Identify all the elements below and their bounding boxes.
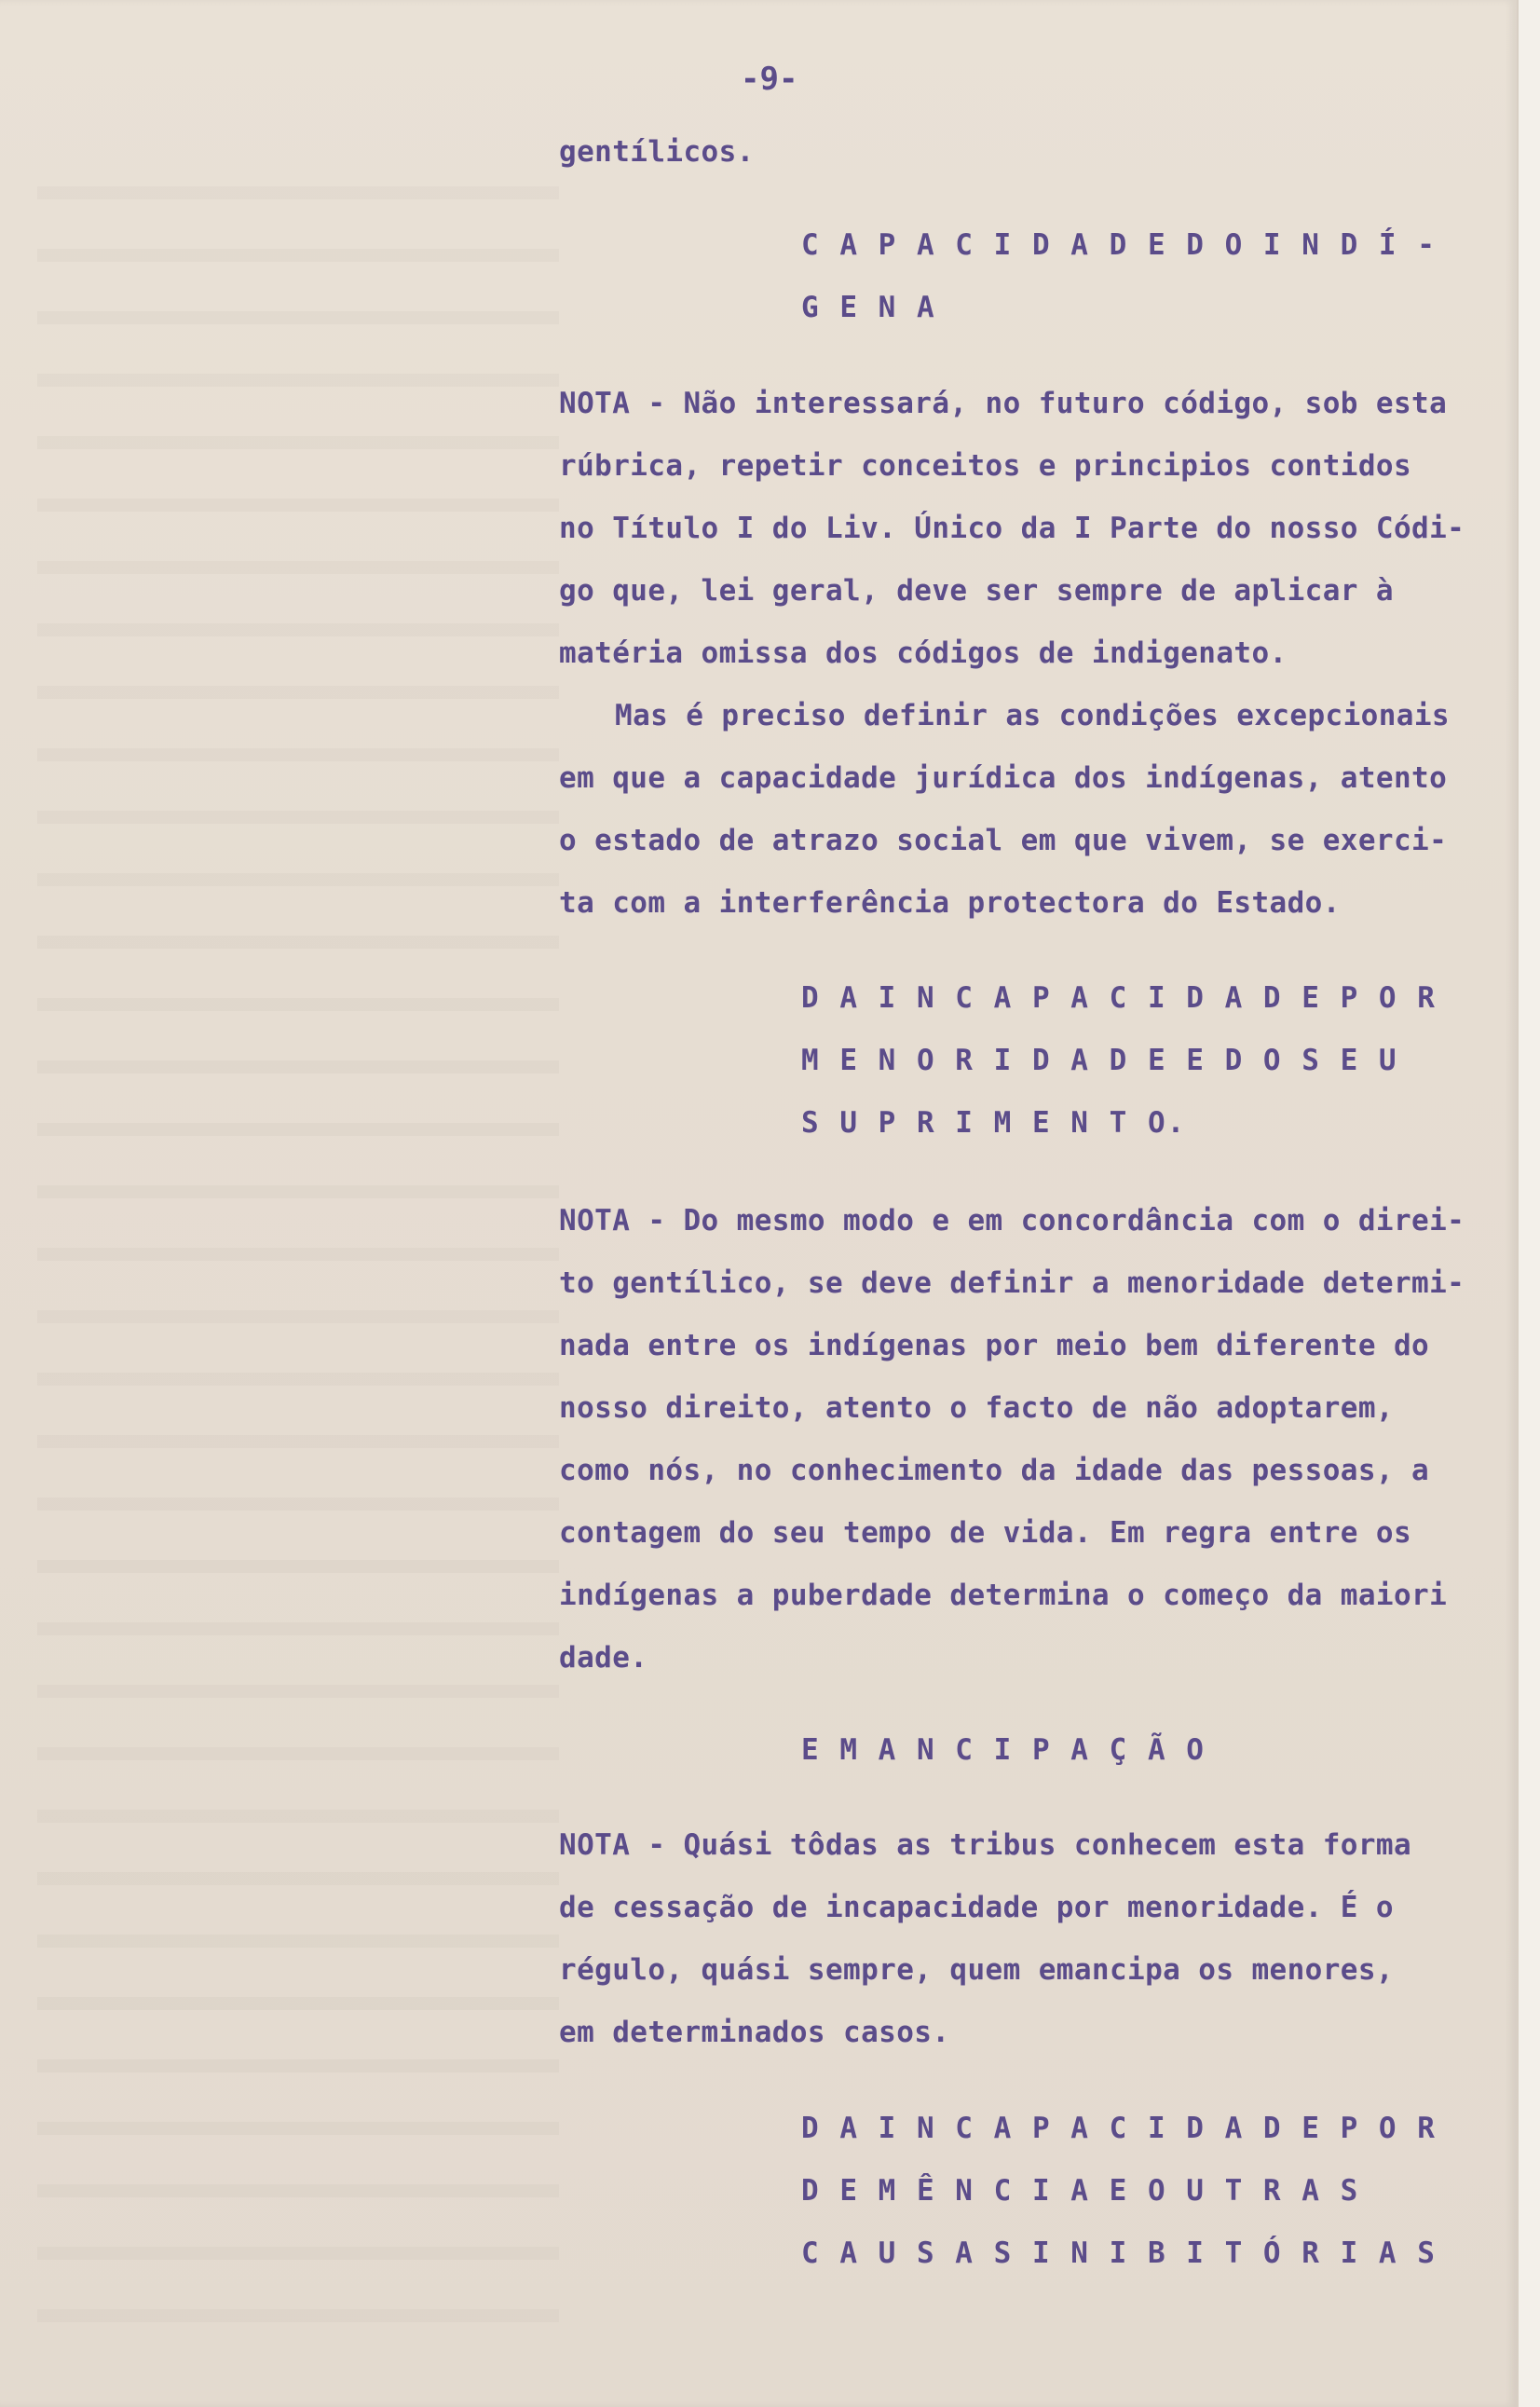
text-line: indígenas a puberdade determina o começo da maiori — [559, 1579, 1448, 1612]
section-heading: D A I N C A P A C I D A D E P O R — [801, 2112, 1437, 2145]
text-line: to gentílico, se deve definir a menoridade determi- — [559, 1266, 1465, 1300]
text-line: régulo, quási sempre, quem emancipa os menores, — [559, 1953, 1394, 1987]
text-line: de cessação de incapacidade por menoridade. É o — [559, 1891, 1394, 1924]
section-heading: G E N A — [801, 291, 936, 324]
bleed-through — [37, 186, 559, 2330]
section-heading: C A P A C I D A D E D O I N D Í - — [801, 228, 1437, 262]
section-heading: S U P R I M E N T O. — [801, 1106, 1187, 1140]
text-line: nosso direito, atento o facto de não adoptarem, — [559, 1391, 1394, 1425]
text-line: nada entre os indígenas por meio bem diferente do — [559, 1329, 1430, 1362]
section-heading: M E N O R I D A D E E D O S E U — [801, 1044, 1398, 1077]
section-heading: E M A N C I P A Ç Ã O — [801, 1733, 1206, 1767]
text-line: em que a capacidade jurídica dos indígenas, atento — [559, 761, 1448, 795]
text-line: NOTA - Do mesmo modo e em concordância com o direi- — [559, 1204, 1465, 1238]
text-line: dade. — [559, 1641, 648, 1675]
section-heading: C A U S A S I N I B I T Ó R I A S — [801, 2236, 1437, 2270]
text-line: no Título I do Liv. Único da I Parte do nosso Códi- — [559, 512, 1465, 545]
section-heading: D A I N C A P A C I D A D E P O R — [801, 981, 1437, 1015]
page-number: -9- — [741, 61, 798, 98]
text-line: o estado de atrazo social em que vivem, se exerci- — [559, 824, 1448, 857]
text-line: matéria omissa dos códigos de indigenato. — [559, 636, 1288, 670]
text-line: Mas é preciso definir as condições excepcionais — [615, 699, 1450, 732]
text-line: gentílicos. — [559, 135, 755, 169]
text-line: ta com a interferência protectora do Estado. — [559, 886, 1341, 920]
text-line: em determinados casos. — [559, 2016, 950, 2049]
text-line: go que, lei geral, deve ser sempre de aplicar à — [559, 574, 1394, 608]
text-line: NOTA - Quási tôdas as tribus conhecem esta forma — [559, 1828, 1412, 1862]
section-heading: D E M Ê N C I A E O U T R A S — [801, 2174, 1360, 2208]
text-line: como nós, no conhecimento da idade das pessoas, a — [559, 1454, 1430, 1487]
text-line: NOTA - Não interessará, no futuro código, sob esta — [559, 387, 1448, 420]
text-line: contagem do seu tempo de vida. Em regra entre os — [559, 1516, 1412, 1550]
text-line: rúbrica, repetir conceitos e principios contidos — [559, 449, 1412, 483]
